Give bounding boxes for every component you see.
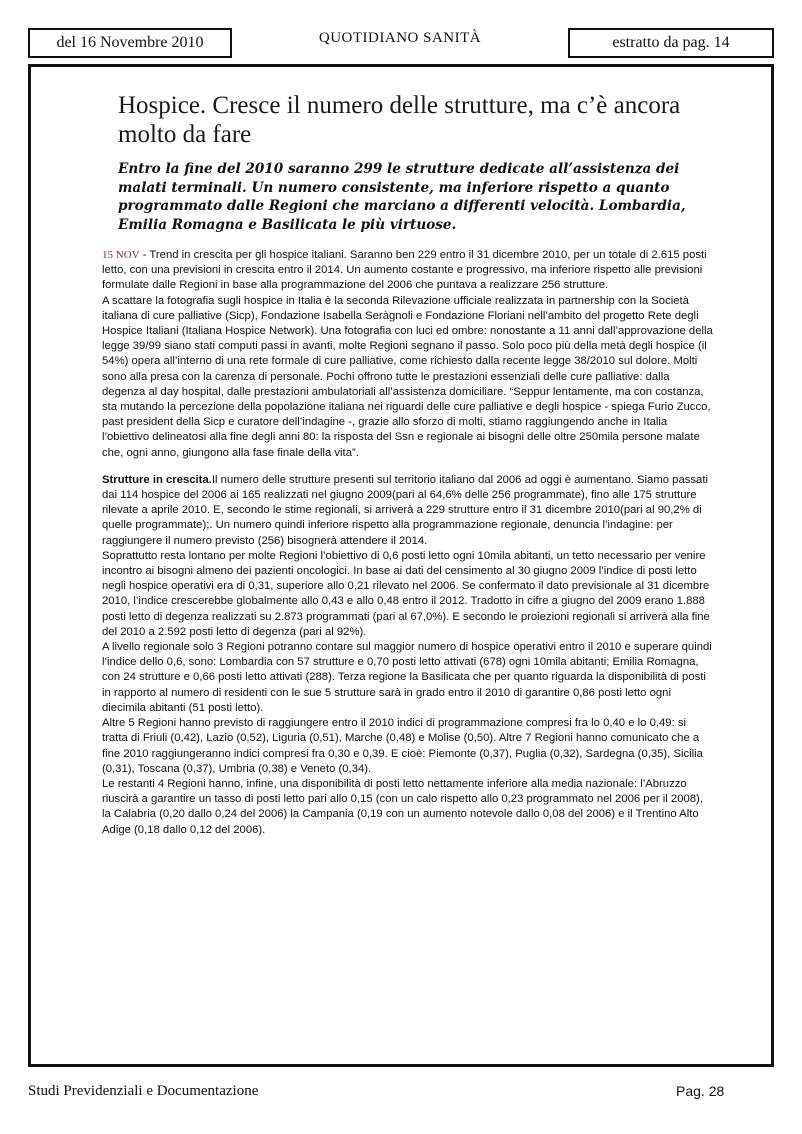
article-paragraph-5: A livello regionale solo 3 Regioni potranno contare sul maggior numero di hospice operativi entro il 2010 e superare quindi l’indice dello 0,6, sono: Lombardia con 57 strutture e 0,70 posti letto attivati (678) ogni 10mila abitanti; Emilia Romagna, con 24 strutture e 0,66 posti letto attivati (288). Terza regione la Basilicata che per quanto riguarda la disponibilità di posti in rapporto al numero di residenti con le sue 5 strutture sarà in grado entro il 2010 di garantire 0,86 posti letto ogni diecimila abitanti (51 posti letto). xyxy=(102,641,712,714)
article-paragraph-7: Le restanti 4 Regioni hanno, infine, una disponibilità di posti letto nettamente inferiore alla media nazionale: l’Abruzzo riuscirà a garantire un tasso di posti letto pari allo 0,15 (con un calo rispetto allo 0,23 programmato nel 2006 per il 2008), la Calabria (0,20 dallo 0,24 del 2006) la Campania (0,19 con un aumento notevole dallo 0,08 del 2006) e il Trentino Alto Adige (0,18 dallo 0,12 del 2006). xyxy=(102,777,703,836)
article-paragraph-6: Altre 5 Regioni hanno previsto di raggiungere entro il 2010 indici di programmazione compresi fra lo 0,40 e lo 0,49: si tratta di Friuli (0,42), Lazio (0,52), Liguria (0,51), Marche (0,48) e Molise (0,50). Altre 7 Regioni hanno comunicato che a fine 2010 raggiungeranno indici compresi fra 0,30 e 0,39. E cioè: Piemonte (0,37), Puglia (0,32), Sardegna (0,35), Sicilia (0,31), Toscana (0,37), Umbria (0,38) e Veneto (0,34). xyxy=(102,717,703,775)
header-date: del 16 Novembre 2010 xyxy=(56,34,204,51)
article-dateline: 15 NOV xyxy=(102,249,140,261)
article-paragraph-3 xyxy=(102,473,714,549)
header-extract: estratto da pag. 14 xyxy=(612,34,730,51)
header-date-box xyxy=(28,28,232,58)
footer-page-number: Pag. 28 xyxy=(676,1083,725,1099)
article-paragraph-2: A scattare la fotografia sugli hospice in Italia è la seconda Rilevazione ufficiale realizzata in partnership con la Società italiana di cure palliative (Sicp), Fondazione Isabella Seràgnoli e Fondazione Floriani nell’ambito del progetto Rete degli Hospice Italiani (Italiana Hospice Network). Una fotografia con luci ed ombre: nonostante a 11 anni dall’approvazione della legge 39/99 siano stati computi passi in avanti, molte Regioni segnano il passo. Solo poco più della metà degli hospice (il 54%) opera all’interno di una rete formale di cure palliative, come richiesto dalla recente legge 38/2010 sul dolore. Molti sono alla presa con la carenza di personale. Pochi offrono tutte le prestazioni essenziali delle cure palliative: dalla degenza al day hospital, dalle prestazioni ambulatoriali all’assistenza domiciliare. “Seppur lentamente, ma con costanza, sta mutando la percezione della popolazione italiana nei riguardi delle cure palliative e degli hospice - spiega Furio Zucco, past president della Sicp e curatore dell’indagine -, grazie allo sforzo di molti, stiamo raggiungendo anche in Italia l’obiettivo delineatosi alla fine degli anni 80: la risposta del Ssn e regionale ai bisogni delle oltre 250mila persone malate che, ogni anno, giungono alla fase finale della vita”. xyxy=(102,294,713,459)
header-extract-box xyxy=(568,28,774,58)
article-title: Hospice. Cresce il numero delle strutture, ma c’è ancora molto da fare xyxy=(118,92,681,148)
article-subtitle: Entro la fine del 2010 saranno 299 le strutture dedicate all’assistenza dei malati terminali. Un numero consistente, ma inferiore rispetto a quanto programmato dalle Regioni che marciano a differenti velocità. Lombardia, Emilia Romagna e Basilicata le più virtuose. xyxy=(118,161,686,233)
article-paragraph-3-text: Il numero delle strutture presenti sul territorio italiano dal 2006 ad oggi è aumentano. Siamo passati dai 114 hospice del 2006 ai 165 realizzati nel giugno 2009(pari al 64,6% delle 256 programmate), fino alle 175 strutture rilevate a aprile 2010. E, secondo le stime regionali, si arriverà a 229 strutture entro il 31 dicembre 2010(pari al 90,2% di quelle programmate);. Un numero quindi inferiore rispetto alla programmazione regionale, denuncia l’indagine: per raggiungere il numero previsto (256) bisognerà attendere il 2014. xyxy=(102,473,708,547)
header-publication: QUOTIDIANO SANITÀ xyxy=(318,30,482,46)
section-lead-strutture: Strutture in crescita. xyxy=(102,473,212,486)
footer-source: Studi Previdenziali e Documentazione xyxy=(28,1083,259,1099)
article-paragraph-1 xyxy=(102,248,714,294)
article-body xyxy=(102,248,714,838)
article-paragraph-4: Soprattutto resta lontano per molte Regioni l’obiettivo di 0,6 posti letto ogni 10mila abitanti, un tetto necessario per venire incontro ai bisogni almeno dei pazienti oncologici. In base ai dati del censimento al 30 giugno 2009 l’indice di posti letto negli hospice operativi era di 0,31, superiore allo 0,21 rilevato nel 2006. Se confermato il dato previsionale al 31 dicembre 2010, l’indice crescerebbe globalmente allo 0,43 e allo 0,48 entro il 2012. Tradotto in cifre a giugno del 2009 erano 1.888 posti letto di degenza realizzati su 2.873 programmati (pari al 67,0%). E secondo le proiezioni regionali si arriverà alla fine del 2010 a 2.592 posti letto di degenza (pari al 92%). xyxy=(102,549,710,638)
article-paragraph-1-text: - Trend in crescita per gli hospice italiani. Saranno ben 229 entro il 31 dicembre 2010, per un totale di 2.615 posti letto, con una previsioni in crescita entro il 2014. Un aumento costante e progressivo, ma inferiore rispetto alle previsioni formulate dalle Regioni in base alla programmazione del 2006 che puntava a realizzare 256 strutture. xyxy=(102,249,707,292)
